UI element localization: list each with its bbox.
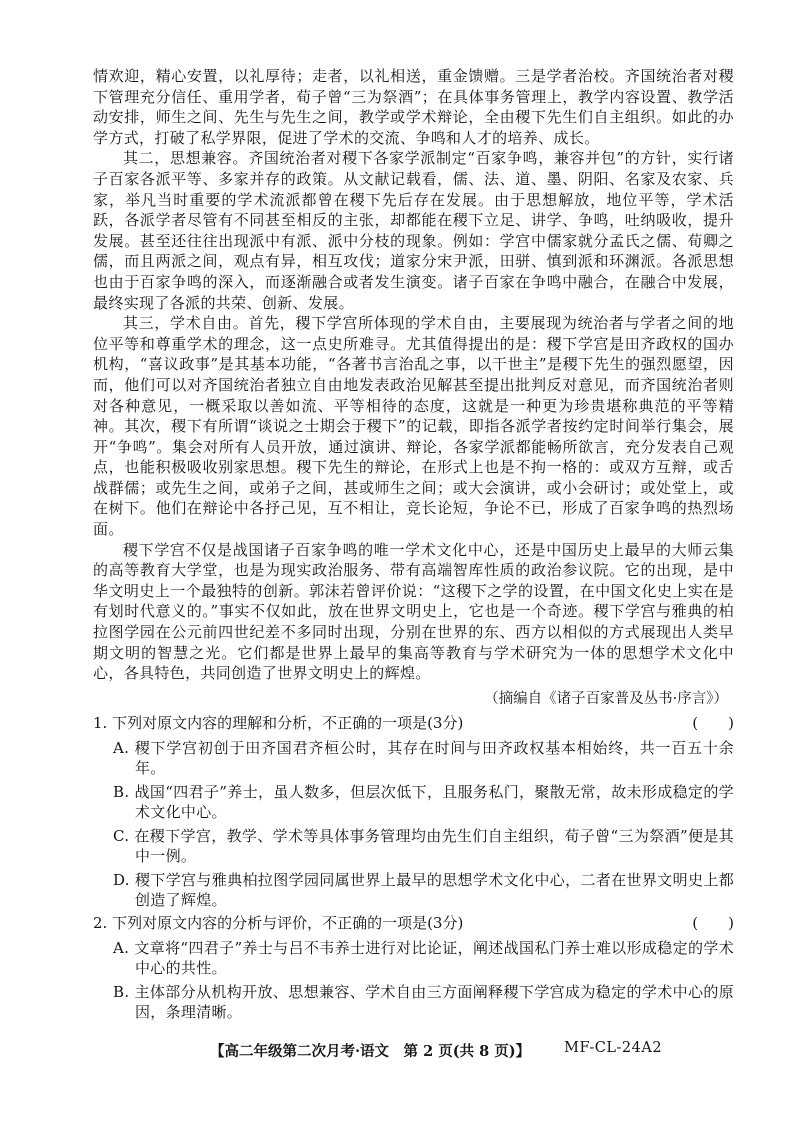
paragraph-3: 其三，学术自由。首先，稷下学宫所体现的学术自由，主要展现为统治者与学者之间的地位平等和尊重学术的理念，这一点史所难寻。尤其值得提出的是：稷下学宫是田齐政权的国办机构，“喜议政事”是其基本功能，“各著书言治乱之事，以干世主”是稷下先生的强烈愿望，因而，他们可以对齐国统治者独立自由地发表政治见解甚至提出批判反对意见，而齐国统治者则对各种意见，一概采取以善如流、平等相待的态度，这就是一种更为珍贵堪称典范的平等精神。其次，稷下有所谓“谈说之士期会于稷下”的记载，即指各派学者按约定时间举行集会，展开“争鸣”。集会对所有人员开放，通过演讲、辩论，各家学派都能畅所欲言，充分发表自己观点，也能积极吸收别家思想。稷下先生的辩论，在形式上也是不拘一格的：或双方互辩，或舌战群儒；或先生之间，或弟子之间，甚或师生之间；或大会演讲，或小会研讨；或处堂上，或在树下。他们在辩论中各抒己见，互不相让，竞长论短，争论不已，形成了百家争鸣的热烈场面。 [93,314,734,539]
question-1-stem: 1. 下列对原文内容的理解和分析，不正确的一项是(3分) [93,713,464,732]
question-2-option-a: A. 文章将“四君子”养士与吕不韦养士进行对比论证，阐述战国私门养士难以形成稳定的学术中心的共性。 [113,938,734,977]
document-body [93,66,734,1022]
question-1-option-d: D. 稷下学宫与雅典柏拉图学园同属世界上最早的思想学术文化中心，二者在世界文明史上都创造了辉煌。 [113,870,734,909]
question-1-option-b: B. 战国“四君子”养士，虽人数多，但层次低下，且服务私门，聚散无常，故未形成稳定的学术文化中心。 [113,782,734,821]
question-2-answer-blank: ( ) [692,913,734,932]
question-2 [93,912,734,1022]
question-2-stem: 2. 下列对原文内容的分析与评价，不正确的一项是(3分) [93,913,464,932]
paragraph-1: 情欢迎，精心安置，以礼厚待；走者，以礼相送，重金馈赠。三是学者治校。齐国统治者对稷下管理充分信任、重用学者，荀子曾“三为祭酒”；在具体事务管理上，教学内容设置、教学活动安排，师生之间、先生与先生之间，教学或学术辩论，全由稷下先生们自主组织。如此的办学方式，打破了私学界限，促进了学术的交流、争鸣和人才的培养、成长。 [93,67,734,147]
footer-label: 【高二年级第二次月考·语文 第 2 页(共 8 页)】 [210,1043,531,1060]
question-2-option-b: B. 主体部分从机构开放、思想兼容、学术自由三方面阐释稷下学宫成为稳定的学术中心的原因，条理清晰。 [113,982,734,1021]
question-1-option-a: A. 稷下学宫初创于田齐国君齐桓公时，其存在时间与田齐政权基本相始终，共一百五十余年。 [113,738,734,777]
question-1-option-c: C. 在稷下学宫，教学、学术等具体事务管理均由先生们自主组织，荀子曾“三为祭酒”便是其中一例。 [113,826,734,865]
question-1-answer-blank: ( ) [692,713,734,732]
paragraph-2: 其二，思想兼容。齐国统治者对稷下各家学派制定“百家争鸣，兼容并包”的方针，实行诸子百家各派平等、多家并存的政策。从文献记载看，儒、法、道、墨、阴阳、名家及农家、兵家，举凡当时重要的学术流派都曾在稷下先后存在发展。由于思想解放，地位平等，学术活跃，各派学者尽管有不同甚至相反的主张，却都能在稷下立足、讲学、争鸣，吐纳吸收，提升发展。甚至还往往出现派中有派、派中分枝的现象。例如：学宫中儒家就分孟氏之儒、荀卿之儒，而且两派之间，观点有异，相互攻伐；道家分宋尹派，田骈、慎到派和环渊派。各派思想也由于百家争鸣的深入，而逐渐融合或者发生演变。诸子百家在争鸣中融合，在融合中发展，最终实现了各派的共荣、创新、发展。 [93,149,734,312]
paragraph-4: 稷下学宫不仅是战国诸子百家争鸣的唯一学术文化中心，还是中国历史上最早的大师云集的高等教育大学堂，也是为现实政治服务、带有高端智库性质的政治参议院。它的出现，是中华文明史上一个最独特的创新。郭沫若曾评价说：“这稷下之学的设置，在中国文化史上实在是有划时代意义的。”事实不仅如此，放在世界文明史上，它也是一个奇迹。稷下学宫与雅典的柏拉图学园在公元前四世纪差不多同时出现，分别在世界的东、西方以相似的方式展现出人类早期文明的智慧之光。它们都是世界上最早的集高等教育与学术研究为一体的思想学术文化中心，各具特色，共同创造了世界文明史上的辉煌。 [93,540,734,683]
footer-code: MF-CL-24A2 [564,1040,663,1056]
question-1 [93,712,734,910]
source-citation: （摘编自《诸子百家普及丛书·序言》） [484,690,728,707]
page-footer [210,1040,740,1061]
